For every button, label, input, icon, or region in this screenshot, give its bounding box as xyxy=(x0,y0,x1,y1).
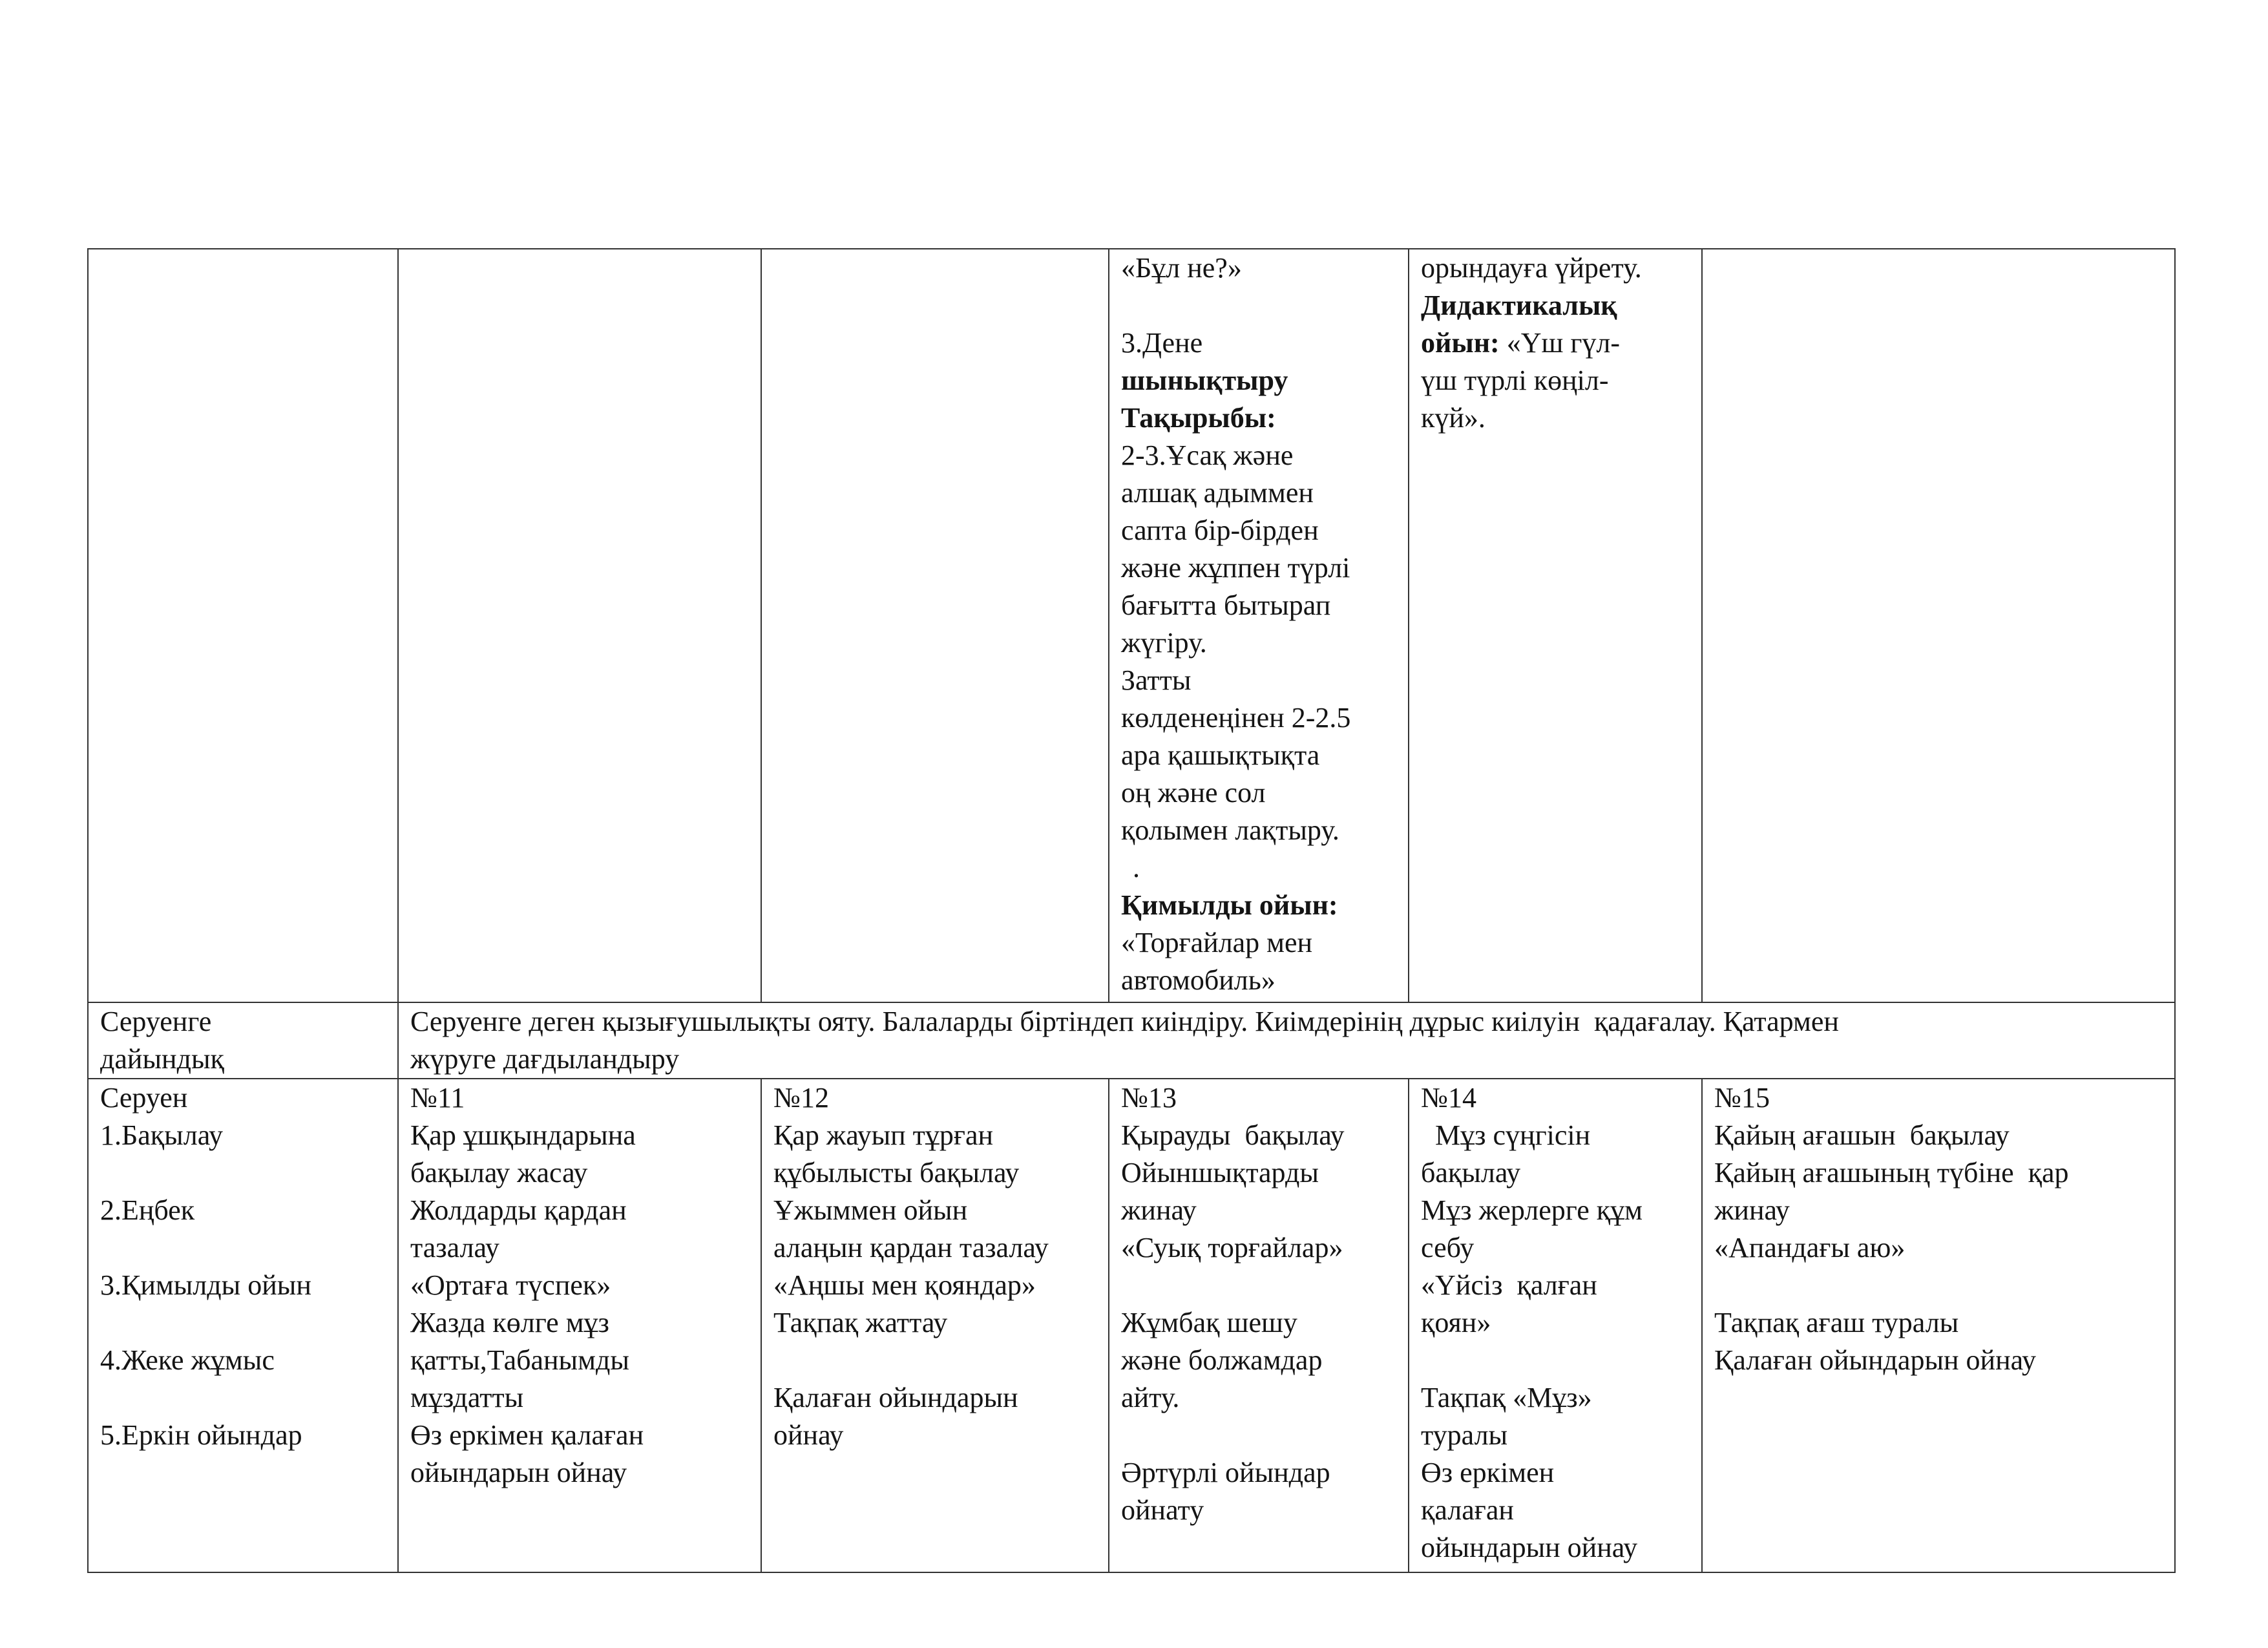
spacer xyxy=(773,1342,1097,1379)
spacer xyxy=(100,1154,386,1192)
walk-activity-line: Ұжыммен ойын xyxy=(773,1194,968,1226)
walk-activity-line: Ойыншықтарды xyxy=(1121,1157,1319,1188)
walk-activity-line: алаңын қардан тазалау xyxy=(773,1232,1049,1263)
walk-day-11 xyxy=(398,1079,761,1572)
walk-activity-line: Қалаған ойындарын ойнау xyxy=(1714,1344,2036,1376)
walk-activity-line: мұздатты xyxy=(410,1382,524,1413)
walk-day-14 xyxy=(1409,1079,1702,1572)
walk-activity-line: ойындарын ойнау xyxy=(410,1457,627,1488)
walk-activity-line: «Апандағы аю» xyxy=(1714,1232,1906,1263)
walk-activity-line: ойындарын ойнау xyxy=(1421,1532,1638,1563)
walk-prep-text-line: Серуенге деген қызығушылықты ояту. Балаларды біртіндеп киіндіру. Киімдерінің дұрыс киілуін қадағалау. Қатармен xyxy=(410,1006,1839,1037)
walk-prep-label xyxy=(88,1002,398,1079)
spacer xyxy=(1121,1417,1396,1454)
riddle-text: «Бұл не?» xyxy=(1121,252,1242,284)
cell-didactic-game xyxy=(1409,249,1702,1002)
pe-line: сапта бір-бірден xyxy=(1121,514,1319,546)
walk-activity-line: №11 xyxy=(410,1082,465,1114)
walk-activity-line: Өз еркімен қалаған xyxy=(410,1419,644,1451)
spacer xyxy=(100,1229,386,1267)
didactic-intro: орындауға үйрету. xyxy=(1421,252,1642,284)
walk-activity-line: №14 xyxy=(1421,1082,1476,1114)
spacer xyxy=(100,1304,386,1342)
walk-label-line: Серуен xyxy=(100,1082,188,1114)
spacer xyxy=(1421,1342,1690,1379)
walk-activity-line: бақылау жасау xyxy=(410,1157,588,1188)
active-game-name: «Торғайлар мен xyxy=(1121,927,1313,958)
cell-empty-3 xyxy=(761,249,1109,1002)
table-row-top xyxy=(88,249,2175,1002)
walk-activity-line: Мұз жерлерге құм xyxy=(1421,1194,1643,1226)
walk-activity-line: №15 xyxy=(1714,1082,1770,1114)
walk-activity-line: «Аңшы мен қояндар» xyxy=(773,1269,1036,1301)
pe-topic-heading: Тақырыбы: xyxy=(1121,402,1276,434)
walk-activity-line: жинау xyxy=(1121,1194,1197,1226)
didactic-heading-line-2: ойын: «Үш гүл- xyxy=(1421,327,1621,359)
walk-label-line: 3.Қимылды ойын xyxy=(100,1269,311,1301)
walk-activity-line: жинау xyxy=(1714,1194,1790,1226)
walk-activity-line: Жұмбақ шешу xyxy=(1121,1307,1297,1338)
walk-label-line: 4.Жеке жұмыс xyxy=(100,1344,275,1376)
walk-activity-line: Қырауды бақылау xyxy=(1121,1119,1345,1151)
walk-prep-text xyxy=(398,1002,2175,1079)
walk-activity-line: Қалаған ойындарын xyxy=(773,1382,1018,1413)
walk-activity-line: туралы xyxy=(1421,1419,1508,1451)
walk-activity-line: Тақпақ «Мұз» xyxy=(1421,1382,1592,1413)
walk-activity-line: қоян» xyxy=(1421,1307,1491,1338)
active-game-heading: Қимылды ойын: xyxy=(1121,889,1338,921)
table-row-walk xyxy=(88,1079,2175,1572)
walk-activity-line: №12 xyxy=(773,1082,829,1114)
walk-section-labels xyxy=(88,1079,398,1572)
pe-line: көлденеңінен 2-2.5 xyxy=(1121,702,1351,734)
cell-empty-6 xyxy=(1702,249,2175,1002)
pe-line: қолымен лақтыру. xyxy=(1121,814,1339,846)
cell-empty-2 xyxy=(398,249,761,1002)
walk-activity-line: себу xyxy=(1421,1232,1475,1263)
walk-activity-line: Жолдарды қардан xyxy=(410,1194,627,1226)
stray-dot: . xyxy=(1133,852,1140,883)
cell-physical-education xyxy=(1109,249,1409,1002)
active-game-name: автомобиль» xyxy=(1121,964,1276,996)
walk-activity-line: «Үйсіз қалған xyxy=(1421,1269,1597,1301)
walk-activity-line: №13 xyxy=(1121,1082,1177,1114)
pe-line: жүгіру. xyxy=(1121,627,1207,659)
table-row-walk-preparation xyxy=(88,1002,2175,1079)
pe-line: 2-3.Ұсақ және xyxy=(1121,439,1294,471)
walk-activity-line: бақылау xyxy=(1421,1157,1521,1188)
pe-line: ара қашықтықта xyxy=(1121,739,1320,771)
walk-day-13 xyxy=(1109,1079,1409,1572)
didactic-game-name: үш түрлі көңіл- xyxy=(1421,364,1609,396)
walk-activity-line: Қайың ағашының түбіне қар xyxy=(1714,1157,2069,1188)
walk-activity-line: Тақпақ ағаш туралы xyxy=(1714,1307,1959,1338)
walk-activity-line: және болжамдар xyxy=(1121,1344,1323,1376)
walk-prep-text-line: жүруге дағдыландыру xyxy=(410,1043,680,1075)
spacer xyxy=(1121,287,1396,324)
didactic-game-name: күй». xyxy=(1421,402,1486,434)
walk-prep-label-line: дайындық xyxy=(100,1043,224,1075)
walk-activity-line: Тақпақ жаттау xyxy=(773,1307,948,1338)
walk-activity-line: «Ортаға түспек» xyxy=(410,1269,611,1301)
walk-activity-line: Әртүрлі ойындар xyxy=(1121,1457,1330,1488)
pe-line: алшақ адыммен xyxy=(1121,477,1314,509)
pe-heading-line-2: шынықтыру xyxy=(1121,364,1288,396)
walk-prep-label-line: Серуенге xyxy=(100,1006,212,1037)
walk-activity-line: «Суық торғайлар» xyxy=(1121,1232,1343,1263)
walk-activity-line: қалаған xyxy=(1421,1494,1514,1526)
walk-activity-line: қатты,Табанымды xyxy=(410,1344,629,1376)
spacer xyxy=(1121,1267,1396,1304)
walk-activity-line: Қар жауып тұрған xyxy=(773,1119,994,1151)
walk-label-line: 5.Еркін ойындар xyxy=(100,1419,302,1451)
walk-activity-line: Мұз сүңгісін xyxy=(1421,1119,1591,1151)
walk-activity-line: Қар ұшқындарына xyxy=(410,1119,636,1151)
walk-activity-line: Қайың ағашын бақылау xyxy=(1714,1119,2010,1151)
cell-empty-1 xyxy=(88,249,398,1002)
didactic-heading: Дидактикалық xyxy=(1421,290,1617,321)
pe-line: және жұппен түрлі xyxy=(1121,552,1350,584)
walk-day-12 xyxy=(761,1079,1109,1572)
walk-activity-line: Өз еркімен xyxy=(1421,1457,1555,1488)
walk-activity-line: Жазда көлге мұз xyxy=(410,1307,609,1338)
walk-activity-line: тазалау xyxy=(410,1232,499,1263)
walk-activity-line: ойнату xyxy=(1121,1494,1204,1526)
walk-activity-line: айту. xyxy=(1121,1382,1180,1413)
pe-line: оң және сол xyxy=(1121,777,1266,808)
walk-day-15 xyxy=(1702,1079,2175,1572)
daily-plan-table xyxy=(87,248,2176,1573)
walk-activity-line: ойнау xyxy=(773,1419,844,1451)
pe-line: бағытта бытырап xyxy=(1121,589,1331,621)
spacer xyxy=(100,1379,386,1417)
walk-activity-line: құбылысты бақылау xyxy=(773,1157,1020,1188)
pe-line: Затты xyxy=(1121,664,1192,696)
walk-label-line: 1.Бақылау xyxy=(100,1119,223,1151)
walk-label-line: 2.Еңбек xyxy=(100,1194,195,1226)
spacer xyxy=(1714,1267,2163,1304)
pe-heading: 3.Дене xyxy=(1121,327,1203,359)
